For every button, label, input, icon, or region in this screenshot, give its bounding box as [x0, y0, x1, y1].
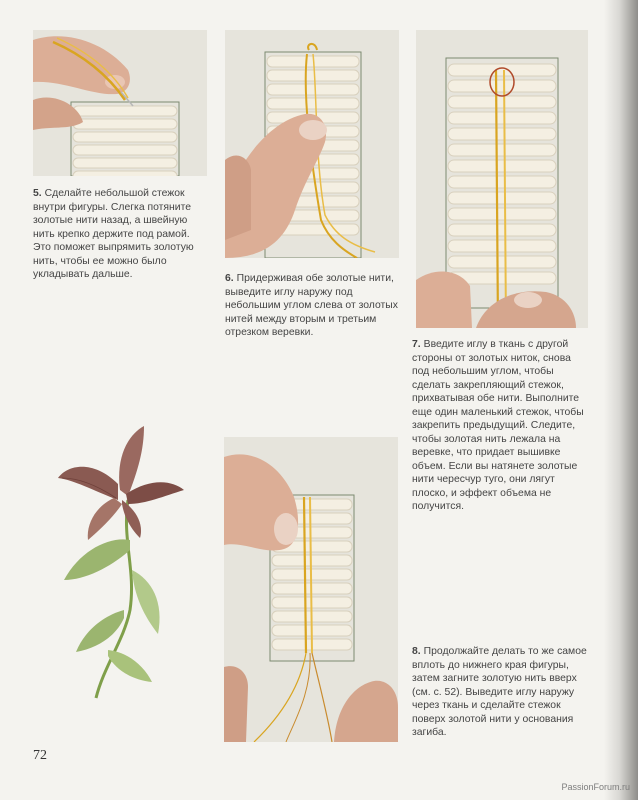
step-6-text: Придерживая обе золотые нити, выведите иглу наружу под небольшим углом слева от золотых нитей между вторым и третьим отрезком веревки.: [225, 273, 398, 338]
step-6-photo: [225, 30, 399, 258]
step-7-illustration: [416, 30, 588, 328]
step-6-illustration: [225, 30, 399, 258]
lily-flower-illustration: [40, 420, 200, 710]
step-8-number: 8.: [412, 646, 421, 657]
step-8-illustration: [224, 437, 398, 742]
step-7-caption: [412, 338, 590, 514]
step-8-caption: [412, 645, 590, 740]
step-7-photo: [416, 30, 588, 328]
step-5-caption: [33, 187, 208, 282]
step-6-caption: [225, 272, 400, 340]
page-number: 72: [33, 748, 47, 763]
step-5-photo: [33, 30, 207, 176]
step-5-text: Сделайте небольшой стежок внутри фигуры. Слегка потяните золотые нити назад, а швейную нить крепко держите под рамой. Это поможет выпрямить золотую нить, чтобы ее можно было укладывать дальше.: [33, 188, 194, 280]
page-gutter-shadow: [604, 0, 638, 800]
step-5-illustration: [33, 30, 207, 176]
step-6-number: 6.: [225, 273, 234, 284]
step-8-photo: [224, 437, 398, 742]
step-8-text: Продолжайте делать то же самое вплоть до нижнего края фигуры, затем загните золотую нить вверх (см. с. 52). Выведите иглу наружу через ткань и сделайте стежок поверх золотой нити у основания загиба.: [412, 646, 587, 738]
step-5-number: 5.: [33, 188, 42, 199]
step-7-number: 7.: [412, 339, 421, 350]
watermark-text: PassionForum.ru: [561, 782, 630, 792]
step-7-text: Введите иглу в ткань с другой стороны от золотых ниток, снова под небольшим углом, чтобы сделать закрепляющий стежок, прихватывая обе нити. Выполните еще один маленький стежок, чтобы закрепить предыдущий. Следите, чтобы золотая нить лежала на веревке, что придает вышивке объем. Если вы натянете золотые нити чересчур туго, они лягут плоско, и эффект объема не получится.: [412, 339, 584, 512]
